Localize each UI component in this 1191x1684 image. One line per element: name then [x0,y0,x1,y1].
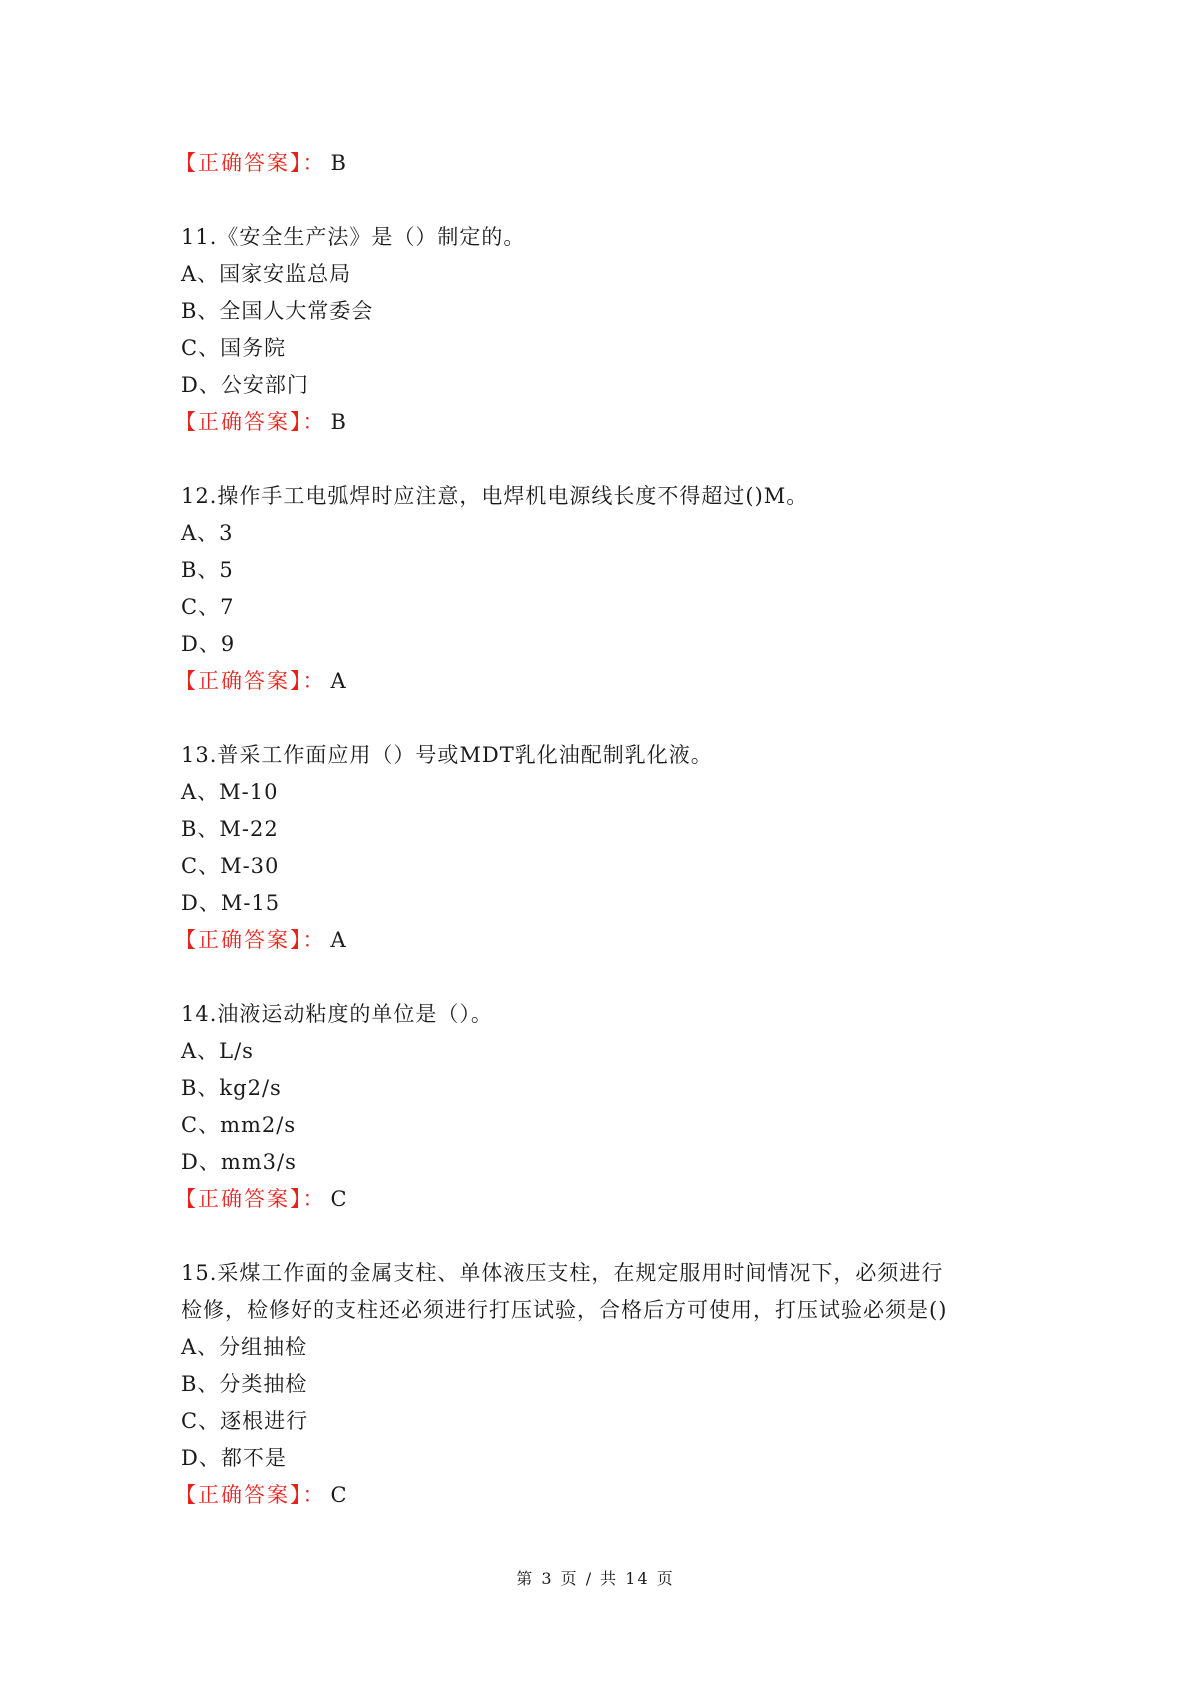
question-15-option-d: D、都不是 [181,1446,287,1470]
page-footer: 第 3 页 / 共 14 页 [516,1569,675,1588]
question-15-option-a: A、分组抽检 [181,1335,308,1359]
answer-value: B [330,151,347,175]
question-13-stem: 13.普采工作面应用（）号或MDT乳化油配制乳化液。 [181,743,713,767]
answer-label: 【正确答案】 [175,1483,303,1507]
question-11-option-d: D、公安部门 [181,373,309,397]
question-11-option-a: A、国家安监总局 [181,262,352,286]
answer-line-13 [175,925,347,955]
answer-line-12 [175,666,347,696]
question-15-option-b: B、分类抽检 [181,1372,308,1396]
question-11-option-b: B、全国人大常委会 [181,299,374,323]
question-11-option-c: C、国务院 [181,336,287,360]
answer-separator: ： [302,928,325,952]
question-15-stem-line-1: 15.采煤工作面的金属支柱、单体液压支柱，在规定服用时间情况下，必须进行 [181,1261,944,1285]
question-14-option-a: A、L/s [181,1039,254,1063]
question-14-option-c: C、mm2/s [181,1113,297,1137]
answer-value: A [330,669,347,693]
answer-label: 【正确答案】 [175,1187,303,1211]
answer-value: C [330,1187,348,1211]
question-12-stem: 12.操作手工电弧焊时应注意，电焊机电源线长度不得超过()M。 [181,484,809,508]
answer-value: C [330,1483,348,1507]
answer-separator: ： [302,151,325,175]
question-12-option-a: A、3 [181,521,234,545]
answer-label: 【正确答案】 [175,928,303,952]
answer-separator: ： [302,410,325,434]
answer-separator: ： [302,669,325,693]
question-11-stem: 11.《安全生产法》是（）制定的。 [181,225,526,249]
question-12-option-c: C、7 [181,595,235,619]
question-14-stem: 14.油液运动粘度的单位是（）。 [181,1002,493,1026]
answer-separator: ： [302,1483,325,1507]
question-15-stem-line-2: 检修，检修好的支柱还必须进行打压试验，合格后方可使用，打压试验必须是() [181,1298,948,1322]
question-12-option-b: B、5 [181,558,234,582]
answer-separator: ： [302,1187,325,1211]
answer-line-14 [175,1184,348,1214]
answer-line-10 [175,148,347,178]
question-13-option-c: C、M-30 [181,854,280,878]
question-13-option-d: D、M-15 [181,891,281,915]
answer-label: 【正确答案】 [175,151,303,175]
answer-label: 【正确答案】 [175,410,303,434]
question-14-option-b: B、kg2/s [181,1076,282,1100]
answer-label: 【正确答案】 [175,669,303,693]
answer-line-11 [175,407,347,437]
question-13-option-a: A、M-10 [181,780,279,804]
question-12-option-d: D、9 [181,632,236,656]
answer-value: A [330,928,347,952]
question-14-option-d: D、mm3/s [181,1150,297,1174]
answer-value: B [330,410,347,434]
question-13-option-b: B、M-22 [181,817,279,841]
answer-line-15 [175,1480,348,1510]
question-15-option-c: C、逐根进行 [181,1409,309,1433]
